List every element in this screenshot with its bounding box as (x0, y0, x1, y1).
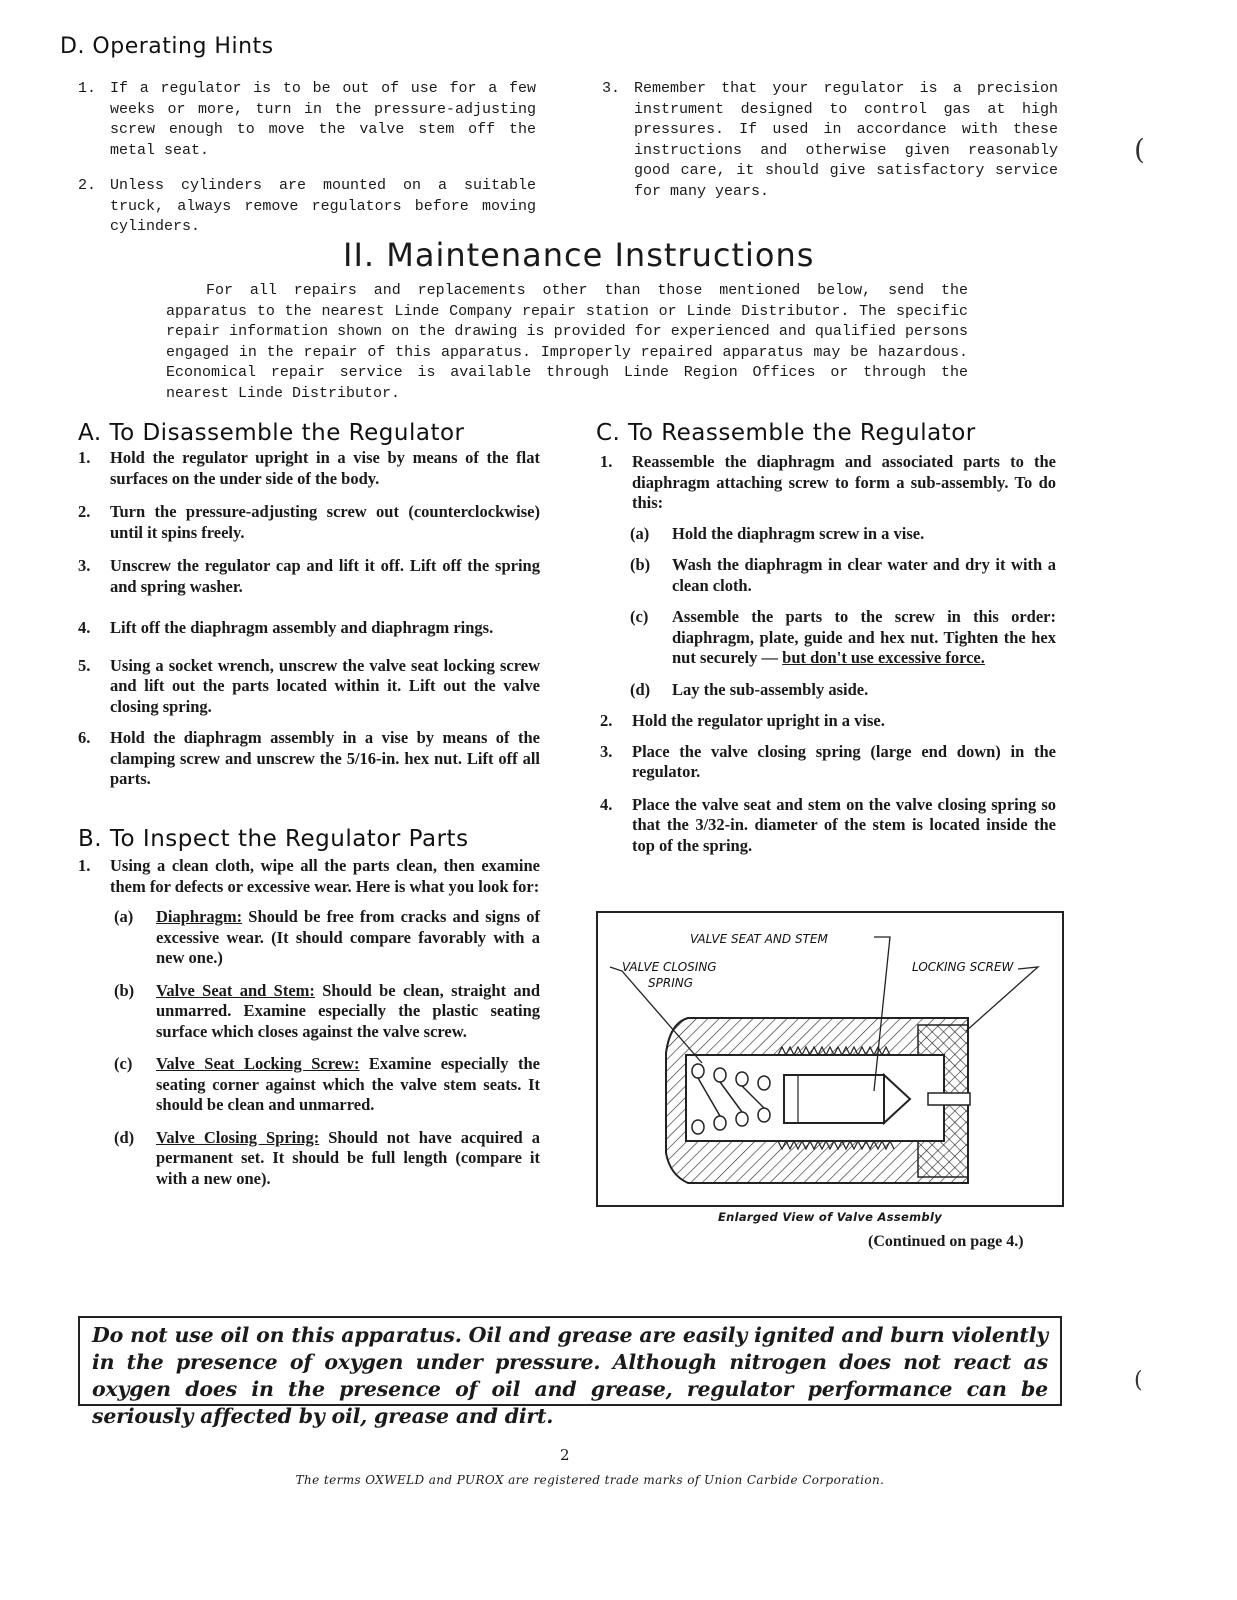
section-heading-disassemble: A. To Disassemble the Regulator (78, 420, 465, 446)
reassemble-steps (600, 452, 1056, 856)
page-title: II. Maintenance Instructions (343, 236, 815, 274)
list-item: 6. Hold the diaphragm assembly in a vise by means of the clamping screw and unscrew the 5/16-in. hex nut. Lift off all parts. (78, 728, 540, 788)
list-item: 3. Remember that your regulator is a precision instrument designed to control gas at high pressures. If used in accordance with these instructions and otherwise given reasonably good care, it should give satisfactory service for many years. (602, 80, 1058, 200)
continued-note: (Continued on page 4.) (868, 1233, 1024, 1250)
list-item: 3. Place the valve closing spring (large end down) in the regulator. (600, 741, 1056, 781)
margin-mark: ( (1134, 1368, 1143, 1393)
inspect-steps (78, 856, 540, 1189)
list-item: (b) Valve Seat and Stem: Should be clean, straight and unmarred. Examine especially the plastic seating surface which closes against the valve screw. (114, 980, 541, 1041)
margin-mark: ( (1134, 133, 1145, 166)
label-spring: SPRING (648, 976, 694, 990)
list-item: (d) Valve Closing Spring: Should not have acquired a permanent set. It should be full length (compare it with a new one). (114, 1127, 540, 1188)
maintenance-intro: For all repairs and replacements other than those mentioned below, send the apparatus to the nearest Linde Company repair station or Linde Distributor. The specific repair information shown on the drawing is provided for experienced and qualified persons engaged in the repair of this apparatus. Improperly repaired apparatus may be hazardous. Economical repair service is available through Linde Region Offices or through the nearest Linde Distributor. (166, 282, 968, 402)
warning-box: Do not use oil on this apparatus. Oil and grease are easily ignited and burn violently in the presence of oxygen under pressure. Although nitrogen does not react as oxygen does in the presence of oil and grease, regulator performance can be seriously affected by oil, grease and dirt. (78, 1316, 1062, 1406)
label-locking-screw: LOCKING SCREW (912, 960, 1014, 974)
list-item: (a) Diaphragm: Should be free from cracks and signs of excessive wear. (It should compare favorably with a new one.) (114, 907, 540, 967)
label-valve-closing: VALVE CLOSING (622, 960, 717, 974)
figure-caption: Enlarged View of Valve Assembly (717, 1210, 942, 1224)
valve-assembly-drawing (598, 913, 1062, 1205)
list-item: 3. Unscrew the regulator cap and lift it off. Lift off the spring and spring washer. (78, 556, 540, 596)
list-item: 4. Place the valve seat and stem on the valve closing spring so that the 3/32-in. diameter of the stem is located inside the top of the spring. (600, 794, 1056, 855)
list-item: (c) Valve Seat Locking Screw: Examine especially the seating corner against which the valve stem seats. It should be clean and unmarred. (114, 1054, 540, 1114)
valve-assembly-figure (596, 911, 1064, 1207)
list-item: 1. Reassemble the diaphragm and associated parts to the diaphragm attaching screw to form a sub-assembly. To do this: (600, 452, 1056, 512)
list-item: (c) Assemble the parts to the screw in this order: diaphragm, plate, guide and hex nut. Tighten the hex nut securely — but don't use excessive force. (630, 607, 1056, 667)
list-item: 4. Lift off the diaphragm assembly and diaphragm rings. (78, 618, 494, 637)
list-item: (a) Hold the diaphragm screw in a vise. (630, 523, 925, 543)
section-heading-operating-hints: D. Operating Hints (60, 34, 274, 59)
page-number: 2 (560, 1446, 570, 1464)
section-heading-inspect: B. To Inspect the Regulator Parts (78, 826, 469, 852)
trademark-footer: The terms OXWELD and PUROX are registered trade marks of Union Carbide Corporation. (295, 1473, 885, 1487)
disassemble-steps (78, 448, 540, 790)
list-item: 1. Hold the regulator upright in a vise by means of the flat surfaces on the under side of the body. (78, 448, 540, 488)
list-item: 5. Using a socket wrench, unscrew the valve seat locking screw and lift out the parts located within it. Lift out the valve closing spring. (78, 655, 540, 716)
list-item: 2. Hold the regulator upright in a vise. (600, 711, 885, 730)
section-heading-reassemble: C. To Reassemble the Regulator (596, 420, 976, 446)
operating-hints-left-column (78, 79, 536, 238)
list-item: (b) Wash the diaphragm in clear water and dry it with a clean cloth. (630, 555, 1056, 595)
list-item: 1. If a regulator is to be out of use for a few weeks or more, turn in the pressure-adjusting screw enough to move the valve stem off the metal seat. (78, 80, 536, 159)
list-item: 1. Using a clean cloth, wipe all the parts clean, then examine them for defects or excessive wear. Here is what you look for: (78, 856, 540, 896)
list-item: 2. Unless cylinders are mounted on a suitable truck, always remove regulators before moving cylinders. (78, 177, 536, 235)
list-item: (d) Lay the sub-assembly aside. (630, 679, 869, 699)
list-item: 2. Turn the pressure-adjusting screw out (counterclockwise) until it spins freely. (78, 502, 540, 542)
label-valve-seat-and-stem: VALVE SEAT AND STEM (690, 932, 828, 946)
operating-hints-right-column (602, 79, 1058, 202)
